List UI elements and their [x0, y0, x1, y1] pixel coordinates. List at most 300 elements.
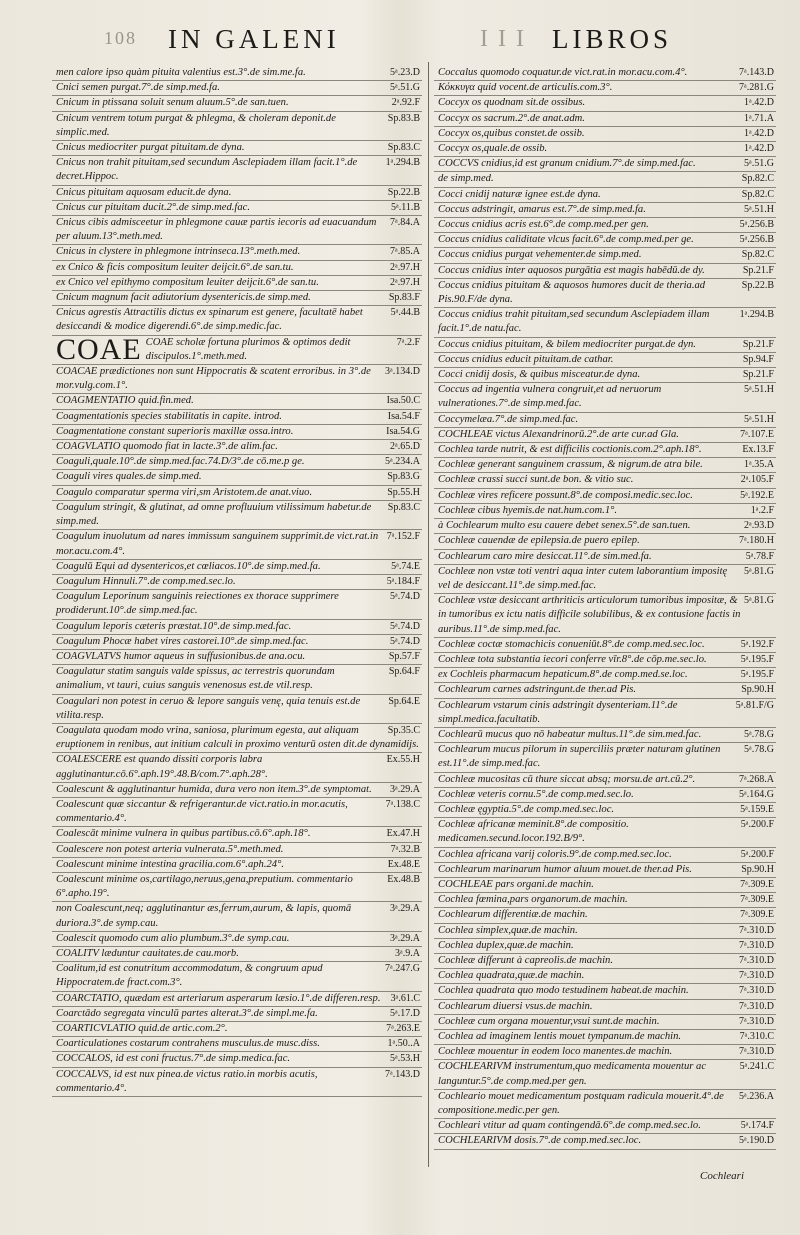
entry-text: Coalescunt minime intestina gracilia.com.6°.aph.24°.: [56, 858, 284, 870]
index-entry: [434, 878, 776, 893]
entry-reference: Sp.83.G: [387, 471, 420, 483]
catchword: Cochleari: [700, 1170, 744, 1182]
index-entry: [434, 127, 776, 142]
index-entry: [434, 519, 776, 534]
index-entry: [52, 798, 422, 827]
entry-reference: 3ᵃ.29.A: [390, 903, 420, 915]
entry-reference: 5ᵃ.81.G: [744, 565, 774, 577]
entry-text: Coalescit quomodo cum alio plumbum.3°.de symp.cau.: [56, 932, 290, 944]
entry-reference: Sp.22.B: [387, 186, 420, 198]
index-column-left: [52, 66, 422, 1097]
entry-reference: 5ᵃ.256.B: [739, 234, 774, 246]
entry-text: Coagulum Hinnuli.7°.de comp.med.sec.lo.: [56, 575, 236, 587]
entry-text: Coccus cnidius pituitam & aquosos humores ducit de theria.ad Pis.90.F/de dyna.: [438, 279, 706, 306]
index-entry: [52, 873, 422, 902]
entry-reference: 2ᵃ.92.F: [391, 97, 420, 109]
entry-text: Coagulari non potest in ceruo & lepore sanguis venę, quia tenuis est.de vtilita.resp.: [56, 695, 361, 721]
entry-reference: 5ᵃ.190.D: [739, 1135, 774, 1147]
entry-text: COCHLEAE pars organi.de machin.: [438, 878, 594, 890]
entry-reference: 7ᵃ.32.B: [390, 843, 420, 855]
index-entry: [434, 233, 776, 248]
entry-reference: 5ᵃ.256.B: [739, 219, 774, 231]
index-entry: [52, 932, 422, 947]
index-entry: [434, 473, 776, 488]
entry-reference: 7ᵃ.180.H: [739, 535, 774, 547]
entry-reference: 7ᵃ.309.E: [740, 878, 774, 890]
index-entry: [52, 201, 422, 216]
index-entry: [434, 534, 776, 549]
entry-reference: 5ᵃ.184.F: [386, 575, 420, 587]
index-entry: [52, 1022, 422, 1037]
entry-text: COARTICVLATIO quid.de artic.com.2°.: [56, 1023, 228, 1034]
entry-text: COAGVLATVS humor aqueus in suffusionibus.de ana.ocu.: [56, 650, 306, 662]
entry-text: Cochleæ generant sanguinem crassum, & nigrum.de atra bile.: [438, 459, 703, 471]
entry-reference: Sp.21.F: [742, 338, 774, 350]
entry-text: Cochlea quadrata quo modo testudinem habeat.de machin.: [438, 985, 689, 997]
entry-reference: Ex.48.B: [387, 873, 420, 885]
index-entry: [434, 1090, 776, 1119]
index-entry: [52, 455, 422, 470]
index-entry: [434, 565, 776, 594]
entry-reference: 7ᵃ.310.D: [739, 970, 774, 982]
entry-text: Cnicus pituitam aquosam educit.de dyna.: [56, 186, 232, 198]
entry-text: à Cochlearum multo esu cauere debet senex.5°.de san.tuen.: [438, 520, 691, 532]
entry-text: Cochlearum marinarum humor aluum mouet.de ther.ad Pis.: [438, 863, 692, 875]
entry-reference: 5ᵃ.200.F: [740, 848, 774, 860]
entry-reference: 7ᵃ.268.A: [739, 773, 774, 785]
index-entry: [434, 368, 776, 383]
entry-text: Cochlearum differentiæ.de machin.: [438, 909, 588, 921]
entry-reference: 7ᵃ.309.E: [740, 894, 774, 906]
entry-reference: 5ᵃ.74.D: [390, 591, 420, 603]
index-entry: [434, 773, 776, 788]
entry-text: Cochleæ coctæ stomachicis conueniūt.8°.de comp.med.sec.loc.: [438, 638, 705, 650]
index-entry: [434, 1000, 776, 1015]
index-entry: [434, 383, 776, 412]
entry-text: Coagulum inuolutum ad nares immissum sanguinem supprimit.de vict.rat.in mor.acu.com.4°.: [56, 531, 379, 557]
entry-reference: 5ᵃ.51.H: [744, 203, 774, 215]
entry-reference: 5ᵃ.74.D: [390, 635, 420, 647]
index-entry: [434, 803, 776, 818]
entry-text: Coagulum stringit, & glutinat, ad omne profluuium vtilissimum habetur.de simp.med.: [56, 501, 372, 528]
entry-text: Cochlea duplex,quæ.de machin.: [438, 939, 574, 951]
entry-reference: 5ᵃ.74.D: [390, 620, 420, 632]
entry-text: COALITV læduntur cauitates.de cau.morb.: [56, 947, 239, 959]
entry-text: Cochlearum mucus pilorum in superciliis præter naturam glutinen est.11°.de simp.med.fac.: [438, 744, 721, 770]
entry-reference: 5ᵃ.195.F: [740, 669, 774, 681]
entry-text: Cnicum ventrem totum purgat & phlegma, & choleram deponit.de simplic.med.: [56, 112, 336, 138]
index-entry: [52, 1068, 422, 1097]
index-entry: [434, 279, 776, 308]
entry-reference: 7ᵃ.143.D: [739, 67, 774, 78]
entry-reference: Sp.35.C: [387, 724, 420, 736]
entry-reference: Ex.13.F: [742, 444, 774, 456]
entry-text: Coagulum Leporinum sanguinis reiectiones ex thorace supprimere prodiderunt.10°.de simp.med.fac.: [56, 591, 339, 617]
entry-text: Coccus cnidius educit pituitam.de cathar.: [438, 353, 614, 365]
initial-capital: COAE: [56, 335, 142, 366]
index-entry: [434, 939, 776, 954]
index-entry: [434, 728, 776, 743]
entry-reference: Sp.83.C: [387, 142, 420, 154]
index-entry: [434, 699, 776, 728]
index-entry: [434, 66, 776, 81]
entry-reference: Sp.82.C: [741, 188, 774, 200]
index-entry: [434, 893, 776, 908]
entry-reference: 5ᵃ.78.G: [744, 728, 774, 740]
entry-reference: 1ᵃ.50..A: [387, 1038, 420, 1050]
entry-reference: 1ᵃ.35.A: [744, 459, 774, 471]
entry-text: Cocci cnidij naturæ ignee est.de dyna.: [438, 188, 601, 200]
index-entry: [52, 141, 422, 156]
entry-text: Coaguli vires quales.de simp.med.: [56, 471, 202, 483]
index-entry: [52, 1037, 422, 1052]
entry-reference: 1ᵃ.2.F: [750, 504, 774, 516]
index-entry: [52, 530, 422, 559]
entry-reference: 7ᵃ.263.E: [386, 1023, 420, 1034]
index-entry: [434, 112, 776, 127]
entry-text: Cochlea simplex,quæ.de machin.: [438, 924, 578, 936]
entry-reference: 5ᵃ.17.D: [390, 1007, 420, 1019]
entry-reference: 7ᵃ.247.G: [385, 963, 420, 975]
entry-text: Cochlearū mucus quo nō habeatur multus.11°.de sim.med.fac.: [438, 728, 702, 740]
index-entry: [434, 1030, 776, 1045]
index-entry: [434, 969, 776, 984]
index-entry: [434, 984, 776, 999]
index-entry: [434, 788, 776, 803]
entry-reference: 7ᵃ.84.A: [390, 217, 420, 229]
index-entry: [52, 827, 422, 842]
entry-text: Κόκκυγα quid vocent.de articulis.com.3°.: [438, 82, 613, 94]
index-column-right: [434, 66, 776, 1150]
entry-text: COALESCERE est quando dissiti corporis labra agglutinantur.cō.6°.aph.19°.48.B/com.7°.aph.28°.: [56, 754, 268, 780]
entry-reference: 5ᵃ.192.E: [740, 489, 774, 501]
entry-reference: Sp.83.B: [387, 112, 420, 124]
header-mark: I I I: [480, 26, 526, 52]
entry-reference: 7ᵃ.143.D: [385, 1068, 420, 1080]
index-entry: [52, 470, 422, 485]
entry-reference: 3ᵃ.134.D: [385, 366, 420, 378]
entry-reference: 5ᵃ.241.C: [739, 1061, 774, 1073]
entry-reference: Sp.82.C: [741, 173, 774, 185]
entry-reference: 7ᵃ.85.A: [390, 246, 420, 258]
index-entry: [434, 743, 776, 772]
index-entry: [52, 81, 422, 96]
entry-reference: 5ᵃ.51.H: [744, 384, 774, 396]
index-entry: [434, 638, 776, 653]
entry-reference: 5ᵃ.81.G: [744, 595, 774, 607]
index-entry: [434, 1134, 776, 1149]
entry-text: Coarctādo segregata vinculū partes alterat.3°.de simpl.me.fa.: [56, 1007, 318, 1019]
index-entry: [434, 218, 776, 233]
entry-reference: Sp.90.H: [741, 684, 774, 696]
entry-reference: 5ᵃ.200.F: [740, 819, 774, 831]
entry-reference: 7ᵃ.310.D: [739, 954, 774, 966]
entry-text: Coccus cnidius purgat vehementer.de simp.med.: [438, 249, 642, 261]
entry-text: Coccus ad ingentia vulnera congruit,et ad neruorum vulnerationes.7°.de simp.med.fac.: [438, 384, 662, 410]
index-entry: [434, 308, 776, 337]
index-entry: [434, 157, 776, 172]
index-entry: [52, 665, 422, 694]
index-entry: [52, 336, 422, 365]
entry-reference: 1ᵃ.71.A: [744, 112, 774, 124]
entry-reference: 7ᵃ.281.G: [739, 82, 774, 94]
entry-reference: 5ᵃ.11.B: [390, 201, 420, 213]
entry-reference: 1ᵃ.294.B: [385, 157, 420, 169]
entry-text: Coccus cnidius acris est.6°.de comp.med.per gen.: [438, 219, 649, 231]
entry-text: COCCALVS, id est nux pinea.de victus ratio.in morbis acutis, commentario.4°.: [56, 1068, 318, 1094]
index-entry: [52, 291, 422, 306]
entry-text: COCHLEARIVM dosis.7°.de comp.med.sec.loc.: [438, 1135, 642, 1147]
entry-text: Coagulo comparatur sperma viri,sm Aristotem.de anat.viuo.: [56, 486, 313, 498]
entry-text: Cochleæ africanæ meminit.8°.de compositio. medicamen.secund.locor.192.B/9°.: [438, 819, 629, 845]
entry-text: Coccyx os,quale.de ossib.: [438, 143, 548, 155]
index-entry: [434, 863, 776, 878]
entry-text: COCCVS cnidius,id est granum cnidium.7°.de simp.med.fac.: [438, 158, 696, 170]
index-entry: [434, 1045, 776, 1060]
column-divider: [428, 62, 429, 1167]
entry-text: ex Cnico & ficis compositum leuiter deijcit.6°.de san.tu.: [56, 261, 294, 273]
entry-reference: 3ᵃ.29.A: [390, 932, 420, 944]
index-entry: [52, 650, 422, 665]
index-entry: [52, 66, 422, 81]
index-entry: [434, 594, 776, 638]
index-entry: [52, 486, 422, 501]
entry-text: Coccyx os sacrum.2°.de anat.adm.: [438, 112, 585, 124]
entry-reference: 5ᵃ.234.A: [385, 456, 420, 468]
index-entry: [434, 443, 776, 458]
entry-text: Coagulū Equi ad dysentericos,et cœliacos.10°.de simp.med.fa.: [56, 560, 321, 572]
entry-text: Coagulum Phocæ habet vires castorei.10°.de simp.med.fac.: [56, 635, 309, 647]
entry-reference: 7ᵃ.152.F: [386, 531, 420, 543]
index-entry: [52, 365, 422, 394]
entry-text: Cochlea ad imaginem lentis mouet tympanum.de machin.: [438, 1031, 682, 1042]
index-entry: [52, 635, 422, 650]
index-entry: [52, 724, 422, 753]
entry-reference: 5ᵃ.74.E: [391, 560, 420, 572]
header-left-title: IN GALENI: [168, 24, 340, 54]
index-entry: [434, 203, 776, 218]
index-entry: [434, 458, 776, 473]
entry-text: non Coalescunt,neq; agglutinantur æs,ferrum,aurum, & lapis, quomā duriora.3°.de symp.cau.: [56, 903, 352, 929]
entry-reference: 5ᵃ.164.G: [739, 788, 774, 800]
entry-reference: Sp.21.F: [742, 369, 774, 381]
index-entry: [52, 783, 422, 798]
index-entry: [52, 1052, 422, 1067]
entry-text: Cnicum in ptissana soluit senum aluum.5°.de san.tuen.: [56, 97, 289, 109]
entry-reference: 7ᵃ.138.C: [385, 798, 420, 810]
entry-text: Cochlearum vstarum cinis adstringit dysenteriam.11°.de simpl.medica.facultatib.: [438, 699, 678, 725]
entry-text: Cnicus non trahit pituitam,sed secundum Asclepiadem illam facit.1°.de decret.Hippoc.: [56, 157, 358, 183]
entry-text: Cochlea quadrata,quæ.de machin.: [438, 970, 585, 982]
entry-text: Cochlearum diuersi vsus.de machin.: [438, 1000, 593, 1012]
index-entry: [52, 425, 422, 440]
entry-reference: 1ᵃ.42.D: [744, 143, 774, 155]
entry-text: ex Cochleis pharmacum hepaticum.8°.de comp.med.se.loc.: [438, 669, 688, 681]
entry-text: Cochlea fœmina,pars organorum.de machin.: [438, 894, 628, 906]
index-entry: [52, 112, 422, 141]
entry-reference: Isa.50.C: [386, 395, 420, 407]
entry-reference: 3ᵃ.61.C: [390, 992, 420, 1004]
entry-text: Coccus adstringit, amarus est.7°.de simp.med.fa.: [438, 203, 646, 215]
entry-text: Cochleæ veteris cornu.5°.de comp.med.sec.lo.: [438, 788, 634, 800]
entry-text: Coccus cnidius trahit pituitam,sed secundum Asclepiadem illam facit.1°.de natu.fac.: [438, 309, 710, 335]
entry-reference: 2ᵃ.105.F: [740, 474, 774, 486]
entry-text: Coalescunt minime os,cartilago,neruus,gena,preputium. commentario 6°.apho.19°.: [56, 873, 353, 900]
entry-text: Cochleæ differunt à capreolis.de machin.: [438, 954, 613, 966]
entry-text: Cochlearum caro mire desiccat.11°.de sim.med.fa.: [438, 550, 652, 562]
entry-text: COAE scholæ fortuna plurimos & optimos dedit discipulos.1°.meth.med.: [145, 336, 351, 362]
entry-text: Cnicus cibis admisceetur in phlegmone cauæ partis iecoris ad euacuandum per aluum.13°.meth.med.: [56, 217, 377, 243]
index-entry: [434, 683, 776, 698]
entry-reference: Sp.90.H: [741, 863, 774, 875]
index-entry: [52, 96, 422, 111]
entry-text: Coccus cnidius pituitam, & bilem mediocriter purgat.de dyn.: [438, 338, 696, 350]
index-entry: [434, 550, 776, 565]
index-entry: [52, 245, 422, 260]
entry-text: Cochleæ mouentur in eodem loco manentes.de machin.: [438, 1046, 673, 1058]
index-entry: [434, 428, 776, 443]
entry-reference: 7ᵃ.107.E: [740, 428, 774, 440]
entry-text: Cochleæ vires reficere possunt.8°.de composi.medic.sec.loc.: [438, 489, 693, 501]
entry-reference: 7ᵃ.309.E: [740, 909, 774, 921]
entry-reference: 5ᵃ.51.G: [744, 158, 774, 170]
index-entry: [434, 81, 776, 96]
entry-text: Coagulata quodam modo vrina, saniosa, plurimum egesta, aut aliquam eruptionem in renibus, aut initium calculi in proximo venturū osten dit.de dynamidijs.: [56, 724, 419, 751]
index-entry: [434, 924, 776, 939]
entry-reference: Isa.54.F: [387, 410, 420, 422]
entry-text: Coccymelæa.7°.de simp.med.fac.: [438, 413, 579, 425]
entry-text: Cnicus in clystere in phlegmone intrinseca.13°.meth.med.: [56, 246, 301, 258]
index-entry: [434, 353, 776, 368]
index-entry: [434, 338, 776, 353]
entry-text: Coalitum,id est conutritum accommodatum, & congruum apud Hippocratem.de fract.com.3°.: [56, 963, 323, 989]
index-entry: [434, 653, 776, 668]
entry-text: Coaguli,quale.10°.de simp.med.fac.74.D/3°.de cō.me.p ge.: [56, 456, 305, 468]
entry-text: Cochleæ cum organa mouentur,vsui sunt.de machin.: [438, 1015, 660, 1027]
entry-reference: 5ᵃ.81.F/G: [735, 699, 774, 711]
entry-reference: 5ᵃ.174.F: [740, 1120, 774, 1132]
entry-reference: 1ᵃ.294.B: [739, 309, 774, 321]
entry-reference: 5ᵃ.236.A: [739, 1090, 774, 1102]
index-entry: [52, 1007, 422, 1022]
index-entry: [52, 560, 422, 575]
entry-text: Coalescāt minime vulnera in quibus partibus.cō.6°.aph.18°.: [56, 828, 311, 840]
entry-reference: 5ᵃ.23.D: [390, 67, 420, 78]
index-entry: [52, 695, 422, 724]
entry-reference: Sp.82.C: [741, 249, 774, 261]
entry-text: COAGVLATIO quomodo fiat in lacte.3°.de alim.fac.: [56, 441, 278, 453]
index-entry: [434, 264, 776, 279]
entry-text: Cochleari vtitur ad quam contingendā.6°.de comp.med.sec.lo.: [438, 1120, 701, 1132]
entry-reference: 1ᵃ.42.D: [744, 97, 774, 109]
index-entry: [434, 668, 776, 683]
entry-reference: 5ᵃ.78.F: [745, 550, 774, 562]
entry-text: Coagmentationis species stabilitatis in capite. introd.: [56, 410, 282, 422]
entry-text: Coagulatur statim sanguis valde spissus, ac terrestris quorundam animalium, vt tauri, cuius sanguis venenosus est.de vtil.resp.: [56, 666, 335, 692]
index-entry: [434, 504, 776, 519]
entry-reference: 7ᵃ.310.D: [739, 985, 774, 997]
entry-text: Coarticulationes costarum contrahens musculus.de musc.diss.: [56, 1038, 320, 1050]
entry-text: ex Cnico vel epithymo compositum leuiter deijcit.6°.de san.tu.: [56, 276, 319, 288]
index-entry: [52, 753, 422, 782]
entry-reference: 5ᵃ.51.G: [390, 82, 420, 94]
entry-reference: Ex.55.H: [386, 754, 420, 766]
index-entry: [434, 1015, 776, 1030]
entry-reference: Sp.83.C: [387, 501, 420, 513]
index-entry: [52, 843, 422, 858]
index-entry: [52, 902, 422, 931]
index-entry: [434, 954, 776, 969]
entry-text: Coccus cnidius caliditate vlcus facit.6°.de comp.med.per ge.: [438, 234, 694, 246]
entry-reference: 7ᵃ.310.D: [739, 1015, 774, 1027]
entry-reference: 1ᵃ.42.D: [744, 127, 774, 139]
entry-reference: 7ᵃ.310.C: [739, 1031, 774, 1042]
entry-text: Coccalus quomodo coquatur.de vict.rat.in mor.acu.com.4°.: [438, 67, 688, 78]
entry-text: Cochlea tarde nutrit, & est difficilis coctionis.com.2°.aph.18°.: [438, 444, 702, 456]
entry-text: Coalescunt & agglutinantur humida, dura vero non item.3°.de symptomat.: [56, 783, 372, 795]
entry-reference: 5ᵃ.51.H: [744, 413, 774, 425]
entry-reference: 5ᵃ.78.G: [744, 744, 774, 756]
entry-reference: 2ᵃ.97.H: [390, 276, 420, 288]
entry-reference: Sp.55.H: [387, 486, 420, 498]
entry-text: Cocci cnidij dosis, & quibus misceatur.de dyna.: [438, 369, 641, 381]
entry-reference: Sp.57.F: [388, 650, 420, 662]
index-entry: [52, 261, 422, 276]
index-entry: [434, 188, 776, 203]
entry-reference: 7ᵃ.310.D: [739, 1046, 774, 1058]
entry-reference: Ex.48.E: [387, 858, 420, 870]
entry-text: Cochleæ non vstæ toti ventri aqua inter cutem laborantium impositę vel de desiccant.11°.de simp.med.fac.: [438, 565, 728, 591]
entry-reference: Sp.64.F: [388, 666, 420, 678]
entry-reference: 7ᵃ.310.D: [739, 939, 774, 951]
index-entry: [52, 992, 422, 1007]
entry-reference: 5ᵃ.159.E: [740, 803, 774, 815]
entry-reference: 7ᵃ.2.F: [396, 336, 420, 348]
entry-text: Cnicus mediocriter purgat pituitam.de dyna.: [56, 142, 245, 154]
index-entry: [52, 306, 422, 335]
entry-text: Cochleæ mucositas cū thure siccat absq; morsu.de art.cū.2°.: [438, 773, 696, 785]
entry-text: Cnicus agrestis Attractilis dictus ex spinarum est genere, facultatē habet desiccandi & modice digerendi.6°.de simp.medic.fac.: [56, 307, 363, 333]
entry-text: Cnicum magnum facit adiutorium dysentericis.de simp.med.: [56, 292, 311, 304]
entry-reference: 5ᵃ.44.B: [390, 307, 420, 319]
index-entry: [434, 1060, 776, 1089]
index-entry: [52, 620, 422, 635]
index-entry: [52, 394, 422, 409]
entry-reference: Isa.54.G: [386, 425, 420, 437]
entry-text: Cochlea africana varij coloris.9°.de comp.med.sec.loc.: [438, 848, 672, 860]
index-entry: [52, 858, 422, 873]
entry-text: Cochleæ cauendæ de epilepsia.de puero epilep.: [438, 535, 640, 547]
index-entry: [434, 908, 776, 923]
index-entry: [434, 248, 776, 263]
entry-text: Cnicus cur pituitam ducit.2°.de simp.med.fac.: [56, 201, 251, 213]
entry-text: Cochleario mouet medicamentum postquam radicula mouerit.4°.de compositione.medic.per gen.: [438, 1090, 724, 1117]
entry-text: COACAE prædictiones non sunt Hippocratis & scatent erroribus. in 3°.de mor.vulg.com.1°.: [56, 366, 371, 392]
index-entry: [52, 501, 422, 530]
entry-text: Cochleæ tota substantia iecori conferre vīr.8°.de cōp.me.sec.lo.: [438, 653, 707, 665]
entry-text: men calore ipso quàm pituita valentius est.3°.de sim.me.fa.: [56, 67, 306, 78]
index-entry: [52, 276, 422, 291]
entry-reference: 2ᵃ.65.D: [390, 441, 420, 453]
entry-reference: Sp.64.E: [388, 695, 420, 707]
index-entry: [52, 186, 422, 201]
entry-text: Coalescunt quæ siccantur & refrigerantur.de vict.ratio.in mor.acutis, commentario.4°.: [56, 798, 348, 825]
index-entry: [434, 172, 776, 187]
entry-text: Cochlearum carnes adstringunt.de ther.ad Pis.: [438, 684, 637, 696]
entry-text: COARCTATIO, quædam est arteriarum asperarum læsio.1°.de differen.resp.: [56, 992, 381, 1004]
entry-reference: 2ᵃ.93.D: [744, 520, 774, 532]
entry-text: Coccus cnidius inter aquosos purgātia est magis habēdū.de dy.: [438, 264, 705, 276]
